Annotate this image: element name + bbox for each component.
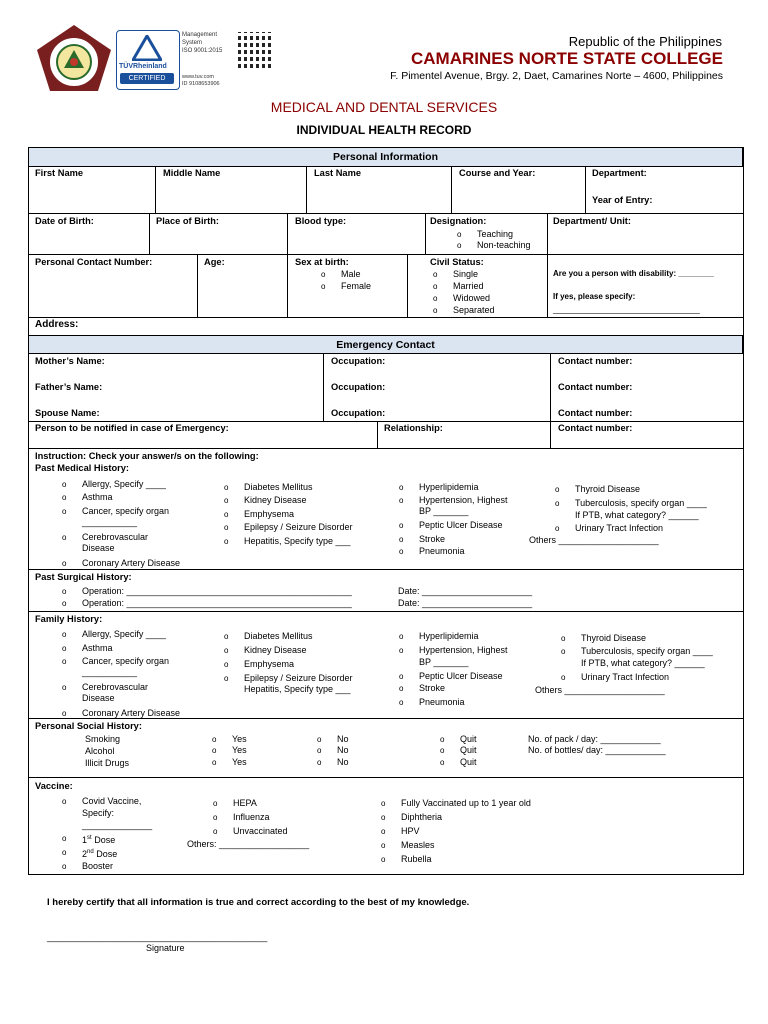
dose1-text: Dose xyxy=(91,835,116,845)
college-name: CAMARINES NORTE STATE COLLEGE xyxy=(411,49,723,68)
fam-tb[interactable]: o Tuberculosis, specify organ ____ xyxy=(581,646,713,657)
pmh-dm[interactable]: o Diabetes Mellitus xyxy=(244,482,313,493)
spouse-contact[interactable]: Contact number: xyxy=(558,408,633,418)
social-title: Personal Social History: xyxy=(35,721,142,731)
fam-pud[interactable]: o Peptic Ulcer Disease xyxy=(419,671,503,682)
vac-hpv[interactable]: o HPV xyxy=(401,826,420,837)
social-smoking: Smoking xyxy=(85,734,121,744)
pmh-asthma[interactable]: o Asthma xyxy=(82,492,113,503)
fam-cancer-line[interactable]: ___________ xyxy=(82,667,138,677)
fam-epilepsy[interactable]: o Epilepsy / Seizure Disorder xyxy=(244,673,353,684)
fam-cerebro-disease: Disease xyxy=(82,693,115,703)
psh-date-1[interactable]: Date: ______________________ xyxy=(398,586,533,596)
psh-date-2[interactable]: Date: ______________________ xyxy=(398,598,533,608)
disability-specify: If yes, please specify: xyxy=(553,292,636,301)
drugs-yes[interactable]: o Yes xyxy=(232,757,247,768)
pmh-tb[interactable]: o Tuberculosis, specify organ ____ xyxy=(575,498,707,509)
iso-certification-badge xyxy=(116,30,280,90)
drugs-quit[interactable]: o Quit xyxy=(460,757,477,768)
smoking-no[interactable]: o No xyxy=(337,734,349,745)
packs-per-day[interactable]: No. of pack / day: ____________ xyxy=(528,734,661,744)
dose1-suffix: st xyxy=(87,835,92,841)
mother-contact[interactable]: Contact number: xyxy=(558,356,633,366)
pmh-emphysema[interactable]: o Emphysema xyxy=(244,509,294,520)
mother-occupation[interactable]: Occupation: xyxy=(331,356,386,366)
pmh-cerebrovascular[interactable]: o Cerebrovascular xyxy=(82,532,148,543)
pob-field[interactable]: Place of Birth: xyxy=(156,216,220,226)
civil-separated[interactable]: o Separated xyxy=(453,305,495,316)
address-field[interactable]: Address: xyxy=(35,319,79,330)
dose1-number: 1 xyxy=(82,835,88,845)
pmh-cerebro-disease: Disease xyxy=(82,543,115,553)
alcohol-no[interactable]: o No xyxy=(337,745,349,756)
sex-male[interactable]: o Male xyxy=(341,269,361,280)
vac-others[interactable]: Others: __________________ xyxy=(187,839,310,849)
dose2-text: Dose xyxy=(93,849,118,859)
designation-label: Designation: xyxy=(430,216,487,226)
tuv-triangle-icon xyxy=(132,35,162,61)
spouse-name-field[interactable]: Spouse Name: xyxy=(35,408,100,418)
vac-measles[interactable]: o Measles xyxy=(401,840,435,851)
civil-married[interactable]: o Married xyxy=(453,281,484,292)
notify-contact[interactable]: Contact number: xyxy=(558,423,633,433)
fam-hyperlipidemia[interactable]: o Hyperlipidemia xyxy=(419,631,479,642)
fam-allergy[interactable]: o Allergy, Specify ____ xyxy=(82,629,166,640)
fam-dm[interactable]: o Diabetes Mellitus xyxy=(244,631,313,642)
vac-booster[interactable]: o Booster xyxy=(82,861,113,872)
blood-type-field[interactable]: Blood type: xyxy=(295,216,347,226)
fam-hypertension[interactable]: o Hypertension, Highest xyxy=(419,645,508,656)
fam-ptb[interactable]: If PTB, what category? ______ xyxy=(581,658,705,668)
college-address: F. Pimentel Avenue, Brgy. 2, Daet, Camarines Norte – 4600, Philippines xyxy=(390,70,723,82)
civil-single[interactable]: o Single xyxy=(453,269,478,280)
pmh-hepatitis[interactable]: o Hepatitis, Specify type ___ xyxy=(244,536,351,547)
fam-cad[interactable]: o Coronary Artery Disease xyxy=(82,708,180,719)
dept-unit-field[interactable]: Department/ Unit: xyxy=(553,216,631,226)
disability-question[interactable]: Are you a person with disability: ________ xyxy=(553,269,714,278)
fam-asthma[interactable]: o Asthma xyxy=(82,643,113,654)
pmh-cad[interactable]: o Coronary Artery Disease xyxy=(82,558,180,569)
fam-uti[interactable]: o Urinary Tract Infection xyxy=(581,672,669,683)
pmh-pud[interactable]: o Peptic Ulcer Disease xyxy=(419,520,503,531)
cert-url: www.tuv.com xyxy=(182,74,214,80)
civil-widowed[interactable]: o Widowed xyxy=(453,293,490,304)
alcohol-yes[interactable]: o Yes xyxy=(232,745,247,756)
office-title: MEDICAL AND DENTAL SERVICES xyxy=(270,99,498,115)
psh-operation-2[interactable]: o Operation: _____________________________________________ xyxy=(82,598,352,609)
sex-label: Sex at birth: xyxy=(295,257,349,267)
qr-code-icon xyxy=(238,32,274,68)
vac-rubella[interactable]: o Rubella xyxy=(401,854,432,865)
vac-covid-specify: Specify: xyxy=(82,808,115,818)
social-alcohol: Alcohol xyxy=(85,746,115,756)
cert-brand: TÜVRheinland xyxy=(119,63,167,70)
pmh-others[interactable]: Others ____________________ xyxy=(529,535,659,545)
vaccine-title: Vaccine: xyxy=(35,781,73,791)
vac-covid-line[interactable]: ______________ xyxy=(82,820,153,830)
pmh-uti[interactable]: o Urinary Tract Infection xyxy=(575,523,663,534)
dob-field[interactable]: Date of Birth: xyxy=(35,216,94,226)
vac-hepa[interactable]: o HEPA xyxy=(233,798,257,809)
relationship-field[interactable]: Relationship: xyxy=(384,423,443,433)
department-field[interactable]: Department: xyxy=(592,168,647,178)
psh-operation-1[interactable]: o Operation: _____________________________________________ xyxy=(82,586,352,597)
pmh-ptb[interactable]: If PTB, what category? ______ xyxy=(575,510,699,520)
fam-cancer[interactable]: o Cancer, specify organ xyxy=(82,656,169,667)
vac-dose-2[interactable] xyxy=(82,847,117,860)
social-drugs: Illicit Drugs xyxy=(85,758,130,768)
contact-number-field[interactable]: Personal Contact Number: xyxy=(35,257,153,267)
fam-kidney[interactable]: o Kidney Disease xyxy=(244,645,307,656)
pmh-htn-bp[interactable]: BP _______ xyxy=(419,506,469,516)
pmh-cancer[interactable]: o Cancer, specify organ xyxy=(82,506,169,517)
fam-pneumonia[interactable]: o Pneumonia xyxy=(419,697,465,708)
dose2-suffix: nd xyxy=(87,849,94,855)
emergency-contact-header: Emergency Contact xyxy=(28,335,743,354)
fam-others[interactable]: Others ____________________ xyxy=(535,685,665,695)
form-title: INDIVIDUAL HEALTH RECORD xyxy=(296,123,472,137)
vac-dose-1[interactable] xyxy=(82,833,115,846)
spouse-occupation[interactable]: Occupation: xyxy=(331,408,386,418)
notify-person-field[interactable]: Person to be notified in case of Emergency: xyxy=(35,423,229,433)
vac-covid[interactable]: o Covid Vaccine, xyxy=(82,796,141,807)
smoking-yes[interactable]: o Yes xyxy=(232,734,247,745)
smoking-quit[interactable]: o Quit xyxy=(460,734,477,745)
pmh-pneumonia[interactable]: o Pneumonia xyxy=(419,546,465,557)
cert-line-1: Management xyxy=(182,32,218,38)
cert-line-3: ISO 9001:2015 xyxy=(182,48,223,54)
civil-status-label: Civil Status: xyxy=(430,257,484,267)
signature-line[interactable]: ____________________________________________ xyxy=(47,932,268,942)
certification-statement: I hereby certify that all information is true and correct according to the best of my knowledge. xyxy=(47,897,470,908)
vac-diphtheria[interactable]: o Diphtheria xyxy=(401,812,442,823)
fam-hepatitis[interactable]: Hepatitis, Specify type ___ xyxy=(244,684,351,694)
pmh-thyroid[interactable]: o Thyroid Disease xyxy=(575,484,640,495)
mother-name-field[interactable]: Mother’s Name: xyxy=(35,356,105,366)
fam-htn-bp[interactable]: BP _______ xyxy=(419,657,469,667)
vac-influenza[interactable]: o Influenza xyxy=(233,812,270,823)
instruction-text: Instruction: Check your answer/s on the following: xyxy=(35,451,259,461)
fam-thyroid[interactable]: o Thyroid Disease xyxy=(581,633,646,644)
dose2-number: 2 xyxy=(82,849,88,859)
pmh-kidney[interactable]: o Kidney Disease xyxy=(244,495,307,506)
age-field[interactable]: Age: xyxy=(204,257,225,267)
family-title: Family History: xyxy=(35,614,103,624)
cert-id: ID 9108653906 xyxy=(182,81,220,87)
vac-unvaccinated[interactable]: o Unvaccinated xyxy=(233,826,288,837)
first-name-field[interactable]: First Name xyxy=(35,168,84,178)
sex-female[interactable]: o Female xyxy=(341,281,371,292)
fam-cerebrovascular[interactable]: o Cerebrovascular xyxy=(82,682,148,693)
last-name-field[interactable]: Last Name xyxy=(314,168,362,178)
designation-non-teaching[interactable]: o Non-teaching xyxy=(477,240,531,251)
college-seal xyxy=(36,24,112,92)
pmh-title: Past Medical History: xyxy=(35,463,130,473)
psh-title: Past Surgical History: xyxy=(35,572,132,582)
pmh-stroke[interactable]: o Stroke xyxy=(419,534,445,545)
drugs-no[interactable]: o No xyxy=(337,757,349,768)
father-occupation[interactable]: Occupation: xyxy=(331,382,386,392)
disability-line[interactable]: _________________________________ xyxy=(553,305,700,314)
fam-emphysema[interactable]: o Emphysema xyxy=(244,659,294,670)
pmh-cancer-line[interactable]: ___________ xyxy=(82,517,138,527)
pmh-hypertension[interactable]: o Hypertension, Highest xyxy=(419,495,508,506)
signature-label: Signature xyxy=(146,943,185,953)
personal-info-header: Personal Information xyxy=(28,147,743,167)
father-name-field[interactable]: Father’s Name: xyxy=(35,382,103,392)
cert-line-2: System xyxy=(182,40,203,46)
year-entry-field[interactable]: Year of Entry: xyxy=(592,195,653,205)
country-line: Republic of the Philippines xyxy=(568,34,722,49)
designation-teaching[interactable]: o Teaching xyxy=(477,229,513,240)
vac-fully[interactable]: o Fully Vaccinated up to 1 year old xyxy=(401,798,531,809)
alcohol-quit[interactable]: o Quit xyxy=(460,745,477,756)
fam-stroke[interactable]: o Stroke xyxy=(419,683,445,694)
middle-name-field[interactable]: Middle Name xyxy=(163,168,221,178)
pmh-epilepsy[interactable]: o Epilepsy / Seizure Disorder xyxy=(244,522,353,533)
bottles-per-day[interactable]: No. of bottles/ day: ____________ xyxy=(528,745,666,755)
pmh-allergy[interactable]: o Allergy, Specify ____ xyxy=(82,479,166,490)
course-year-field[interactable]: Course and Year: xyxy=(459,168,536,178)
father-contact[interactable]: Contact number: xyxy=(558,382,633,392)
cert-badge: CERTIFIED xyxy=(120,73,174,84)
pmh-hyperlipidemia[interactable]: o Hyperlipidemia xyxy=(419,482,479,493)
